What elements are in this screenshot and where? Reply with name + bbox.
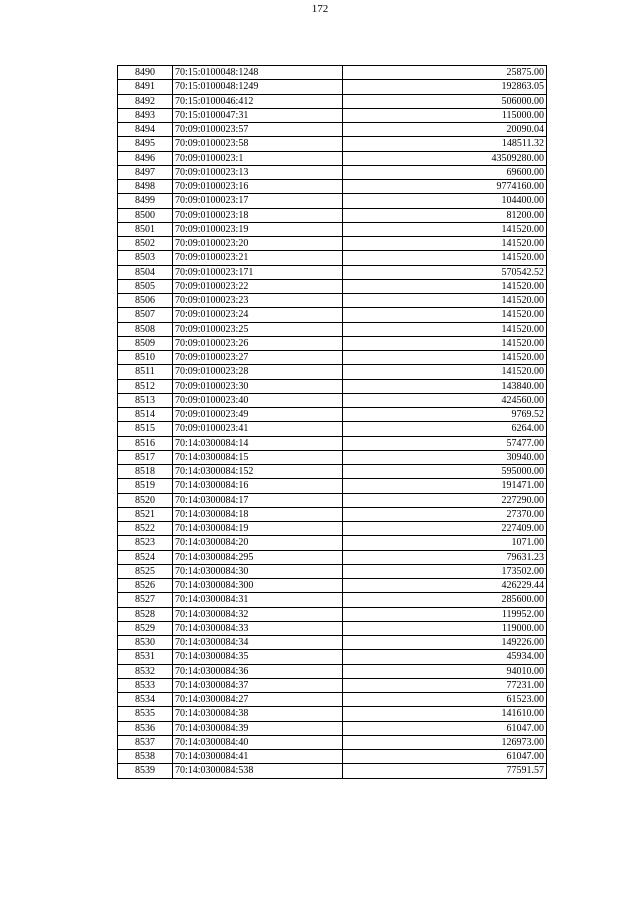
cadastral-number-cell: 70:14:0300084:30 [173, 564, 343, 578]
value-cell: 119952.00 [343, 607, 547, 621]
value-cell: 141520.00 [343, 365, 547, 379]
cadastral-number-cell: 70:14:0300084:16 [173, 479, 343, 493]
row-number-cell: 8491 [118, 80, 173, 94]
row-number-cell: 8492 [118, 94, 173, 108]
cadastral-number-cell: 70:14:0300084:38 [173, 707, 343, 721]
table-row [118, 621, 547, 635]
row-number-cell: 8496 [118, 151, 173, 165]
cadastral-number-cell: 70:15:0100048:1249 [173, 80, 343, 94]
value-cell: 1071.00 [343, 536, 547, 550]
value-cell: 141520.00 [343, 336, 547, 350]
value-cell: 148511.32 [343, 137, 547, 151]
row-number-cell: 8510 [118, 351, 173, 365]
value-cell: 141520.00 [343, 351, 547, 365]
table-body [118, 66, 547, 779]
table-row [118, 422, 547, 436]
table-row [118, 636, 547, 650]
value-cell: 424560.00 [343, 393, 547, 407]
table-row [118, 66, 547, 80]
value-cell: 30940.00 [343, 450, 547, 464]
table-row [118, 393, 547, 407]
row-number-cell: 8533 [118, 678, 173, 692]
value-cell: 94010.00 [343, 664, 547, 678]
value-cell: 141610.00 [343, 707, 547, 721]
row-number-cell: 8532 [118, 664, 173, 678]
value-cell: 141520.00 [343, 308, 547, 322]
table-row [118, 450, 547, 464]
table-row [118, 336, 547, 350]
value-cell: 9769.52 [343, 408, 547, 422]
table-row [118, 735, 547, 749]
row-number-cell: 8506 [118, 294, 173, 308]
value-cell: 141520.00 [343, 251, 547, 265]
cadastral-number-cell: 70:14:0300084:31 [173, 593, 343, 607]
row-number-cell: 8515 [118, 422, 173, 436]
row-number-cell: 8525 [118, 564, 173, 578]
value-cell: 227290.00 [343, 493, 547, 507]
cadastral-number-cell: 70:09:0100023:26 [173, 336, 343, 350]
table-row [118, 279, 547, 293]
table-row [118, 379, 547, 393]
value-cell: 143840.00 [343, 379, 547, 393]
table-row [118, 108, 547, 122]
table-row [118, 664, 547, 678]
row-number-cell: 8499 [118, 194, 173, 208]
value-cell: 20090.04 [343, 123, 547, 137]
table-row [118, 294, 547, 308]
table-row [118, 94, 547, 108]
table-row [118, 707, 547, 721]
row-number-cell: 8504 [118, 265, 173, 279]
table-row [118, 493, 547, 507]
cadastral-number-cell: 70:14:0300084:538 [173, 764, 343, 778]
value-cell: 141520.00 [343, 222, 547, 236]
table-row [118, 465, 547, 479]
table-row [118, 208, 547, 222]
cadastral-number-cell: 70:09:0100023:49 [173, 408, 343, 422]
value-cell: 6264.00 [343, 422, 547, 436]
row-number-cell: 8512 [118, 379, 173, 393]
cadastral-number-cell: 70:09:0100023:18 [173, 208, 343, 222]
table-row [118, 607, 547, 621]
table-row [118, 522, 547, 536]
table-row [118, 678, 547, 692]
value-cell: 61047.00 [343, 750, 547, 764]
row-number-cell: 8509 [118, 336, 173, 350]
table-row [118, 265, 547, 279]
row-number-cell: 8500 [118, 208, 173, 222]
row-number-cell: 8502 [118, 237, 173, 251]
table-row [118, 750, 547, 764]
value-cell: 45934.00 [343, 650, 547, 664]
value-cell: 227409.00 [343, 522, 547, 536]
table-row [118, 365, 547, 379]
cadastral-number-cell: 70:14:0300084:39 [173, 721, 343, 735]
cadastral-number-cell: 70:14:0300084:17 [173, 493, 343, 507]
cadastral-number-cell: 70:14:0300084:18 [173, 507, 343, 521]
row-number-cell: 8535 [118, 707, 173, 721]
cadastral-number-cell: 70:15:0100048:1248 [173, 66, 343, 80]
value-cell: 191471.00 [343, 479, 547, 493]
row-number-cell: 8507 [118, 308, 173, 322]
value-cell: 141520.00 [343, 294, 547, 308]
cadastral-number-cell: 70:09:0100023:16 [173, 180, 343, 194]
table-row [118, 237, 547, 251]
row-number-cell: 8538 [118, 750, 173, 764]
table-row [118, 308, 547, 322]
cadastral-number-cell: 70:09:0100023:19 [173, 222, 343, 236]
cadastral-number-cell: 70:14:0300084:295 [173, 550, 343, 564]
cadastral-number-cell: 70:09:0100023:41 [173, 422, 343, 436]
cadastral-number-cell: 70:14:0300084:41 [173, 750, 343, 764]
row-number-cell: 8520 [118, 493, 173, 507]
row-number-cell: 8493 [118, 108, 173, 122]
row-number-cell: 8505 [118, 279, 173, 293]
row-number-cell: 8495 [118, 137, 173, 151]
cadastral-number-cell: 70:09:0100023:21 [173, 251, 343, 265]
value-cell: 149226.00 [343, 636, 547, 650]
row-number-cell: 8490 [118, 66, 173, 80]
cadastral-number-cell: 70:15:0100046:412 [173, 94, 343, 108]
value-cell: 285600.00 [343, 593, 547, 607]
value-cell: 77231.00 [343, 678, 547, 692]
table-row [118, 123, 547, 137]
row-number-cell: 8517 [118, 450, 173, 464]
table-row [118, 322, 547, 336]
cadastral-number-cell: 70:14:0300084:152 [173, 465, 343, 479]
cadastral-number-cell: 70:14:0300084:33 [173, 621, 343, 635]
cadastral-number-cell: 70:09:0100023:57 [173, 123, 343, 137]
table-row [118, 693, 547, 707]
row-number-cell: 8529 [118, 621, 173, 635]
value-cell: 104400.00 [343, 194, 547, 208]
value-cell: 119000.00 [343, 621, 547, 635]
cadastral-number-cell: 70:14:0300084:34 [173, 636, 343, 650]
table-row [118, 593, 547, 607]
value-cell: 141520.00 [343, 322, 547, 336]
row-number-cell: 8518 [118, 465, 173, 479]
row-number-cell: 8513 [118, 393, 173, 407]
cadastral-number-cell: 70:15:0100047:31 [173, 108, 343, 122]
cadastral-number-cell: 70:14:0300084:37 [173, 678, 343, 692]
cadastral-number-cell: 70:09:0100023:13 [173, 165, 343, 179]
cadastral-number-cell: 70:14:0300084:20 [173, 536, 343, 550]
value-cell: 61523.00 [343, 693, 547, 707]
cadastral-number-cell: 70:09:0100023:24 [173, 308, 343, 322]
value-cell: 141520.00 [343, 237, 547, 251]
table-row [118, 194, 547, 208]
row-number-cell: 8528 [118, 607, 173, 621]
row-number-cell: 8508 [118, 322, 173, 336]
value-cell: 25875.00 [343, 66, 547, 80]
value-cell: 426229.44 [343, 579, 547, 593]
row-number-cell: 8501 [118, 222, 173, 236]
row-number-cell: 8516 [118, 436, 173, 450]
row-number-cell: 8498 [118, 180, 173, 194]
cadastral-number-cell: 70:14:0300084:36 [173, 664, 343, 678]
table-row [118, 351, 547, 365]
row-number-cell: 8524 [118, 550, 173, 564]
row-number-cell: 8503 [118, 251, 173, 265]
value-cell: 43509280.00 [343, 151, 547, 165]
table-row [118, 222, 547, 236]
table-row [118, 579, 547, 593]
row-number-cell: 8521 [118, 507, 173, 521]
value-cell: 192863.05 [343, 80, 547, 94]
row-number-cell: 8522 [118, 522, 173, 536]
row-number-cell: 8536 [118, 721, 173, 735]
table-row [118, 137, 547, 151]
row-number-cell: 8494 [118, 123, 173, 137]
cadastral-number-cell: 70:09:0100023:171 [173, 265, 343, 279]
cadastral-number-cell: 70:09:0100023:30 [173, 379, 343, 393]
cadastral-number-cell: 70:09:0100023:27 [173, 351, 343, 365]
row-number-cell: 8523 [118, 536, 173, 550]
cadastral-number-cell: 70:09:0100023:22 [173, 279, 343, 293]
table-row [118, 721, 547, 735]
table-row [118, 165, 547, 179]
row-number-cell: 8537 [118, 735, 173, 749]
value-cell: 81200.00 [343, 208, 547, 222]
row-number-cell: 8531 [118, 650, 173, 664]
row-number-cell: 8526 [118, 579, 173, 593]
cadastral-number-cell: 70:14:0300084:300 [173, 579, 343, 593]
row-number-cell: 8514 [118, 408, 173, 422]
cadastral-value-table [117, 65, 547, 779]
value-cell: 595000.00 [343, 465, 547, 479]
value-cell: 61047.00 [343, 721, 547, 735]
table-row [118, 536, 547, 550]
cadastral-number-cell: 70:14:0300084:40 [173, 735, 343, 749]
cadastral-number-cell: 70:09:0100023:23 [173, 294, 343, 308]
cadastral-number-cell: 70:09:0100023:1 [173, 151, 343, 165]
row-number-cell: 8511 [118, 365, 173, 379]
table-row [118, 180, 547, 194]
cadastral-number-cell: 70:14:0300084:32 [173, 607, 343, 621]
value-cell: 77591.57 [343, 764, 547, 778]
table-row [118, 151, 547, 165]
cadastral-number-cell: 70:14:0300084:14 [173, 436, 343, 450]
cadastral-number-cell: 70:14:0300084:27 [173, 693, 343, 707]
value-cell: 27370.00 [343, 507, 547, 521]
value-cell: 79631.23 [343, 550, 547, 564]
cadastral-number-cell: 70:09:0100023:25 [173, 322, 343, 336]
cadastral-number-cell: 70:14:0300084:15 [173, 450, 343, 464]
value-cell: 69600.00 [343, 165, 547, 179]
cadastral-number-cell: 70:09:0100023:58 [173, 137, 343, 151]
cadastral-number-cell: 70:09:0100023:20 [173, 237, 343, 251]
value-cell: 506000.00 [343, 94, 547, 108]
table-row [118, 80, 547, 94]
row-number-cell: 8497 [118, 165, 173, 179]
table-row [118, 564, 547, 578]
table-row [118, 251, 547, 265]
cadastral-number-cell: 70:09:0100023:40 [173, 393, 343, 407]
value-cell: 126973.00 [343, 735, 547, 749]
cadastral-number-cell: 70:14:0300084:19 [173, 522, 343, 536]
table-row [118, 479, 547, 493]
table-row [118, 550, 547, 564]
cadastral-number-cell: 70:14:0300084:35 [173, 650, 343, 664]
value-cell: 57477.00 [343, 436, 547, 450]
row-number-cell: 8527 [118, 593, 173, 607]
value-cell: 570542.52 [343, 265, 547, 279]
table-row [118, 507, 547, 521]
row-number-cell: 8539 [118, 764, 173, 778]
table-row [118, 408, 547, 422]
table-row [118, 764, 547, 778]
value-cell: 173502.00 [343, 564, 547, 578]
value-cell: 141520.00 [343, 279, 547, 293]
table-row [118, 436, 547, 450]
page-number: 172 [311, 3, 329, 15]
row-number-cell: 8534 [118, 693, 173, 707]
cadastral-number-cell: 70:09:0100023:17 [173, 194, 343, 208]
row-number-cell: 8519 [118, 479, 173, 493]
value-cell: 9774160.00 [343, 180, 547, 194]
row-number-cell: 8530 [118, 636, 173, 650]
value-cell: 115000.00 [343, 108, 547, 122]
table-row [118, 650, 547, 664]
cadastral-number-cell: 70:09:0100023:28 [173, 365, 343, 379]
